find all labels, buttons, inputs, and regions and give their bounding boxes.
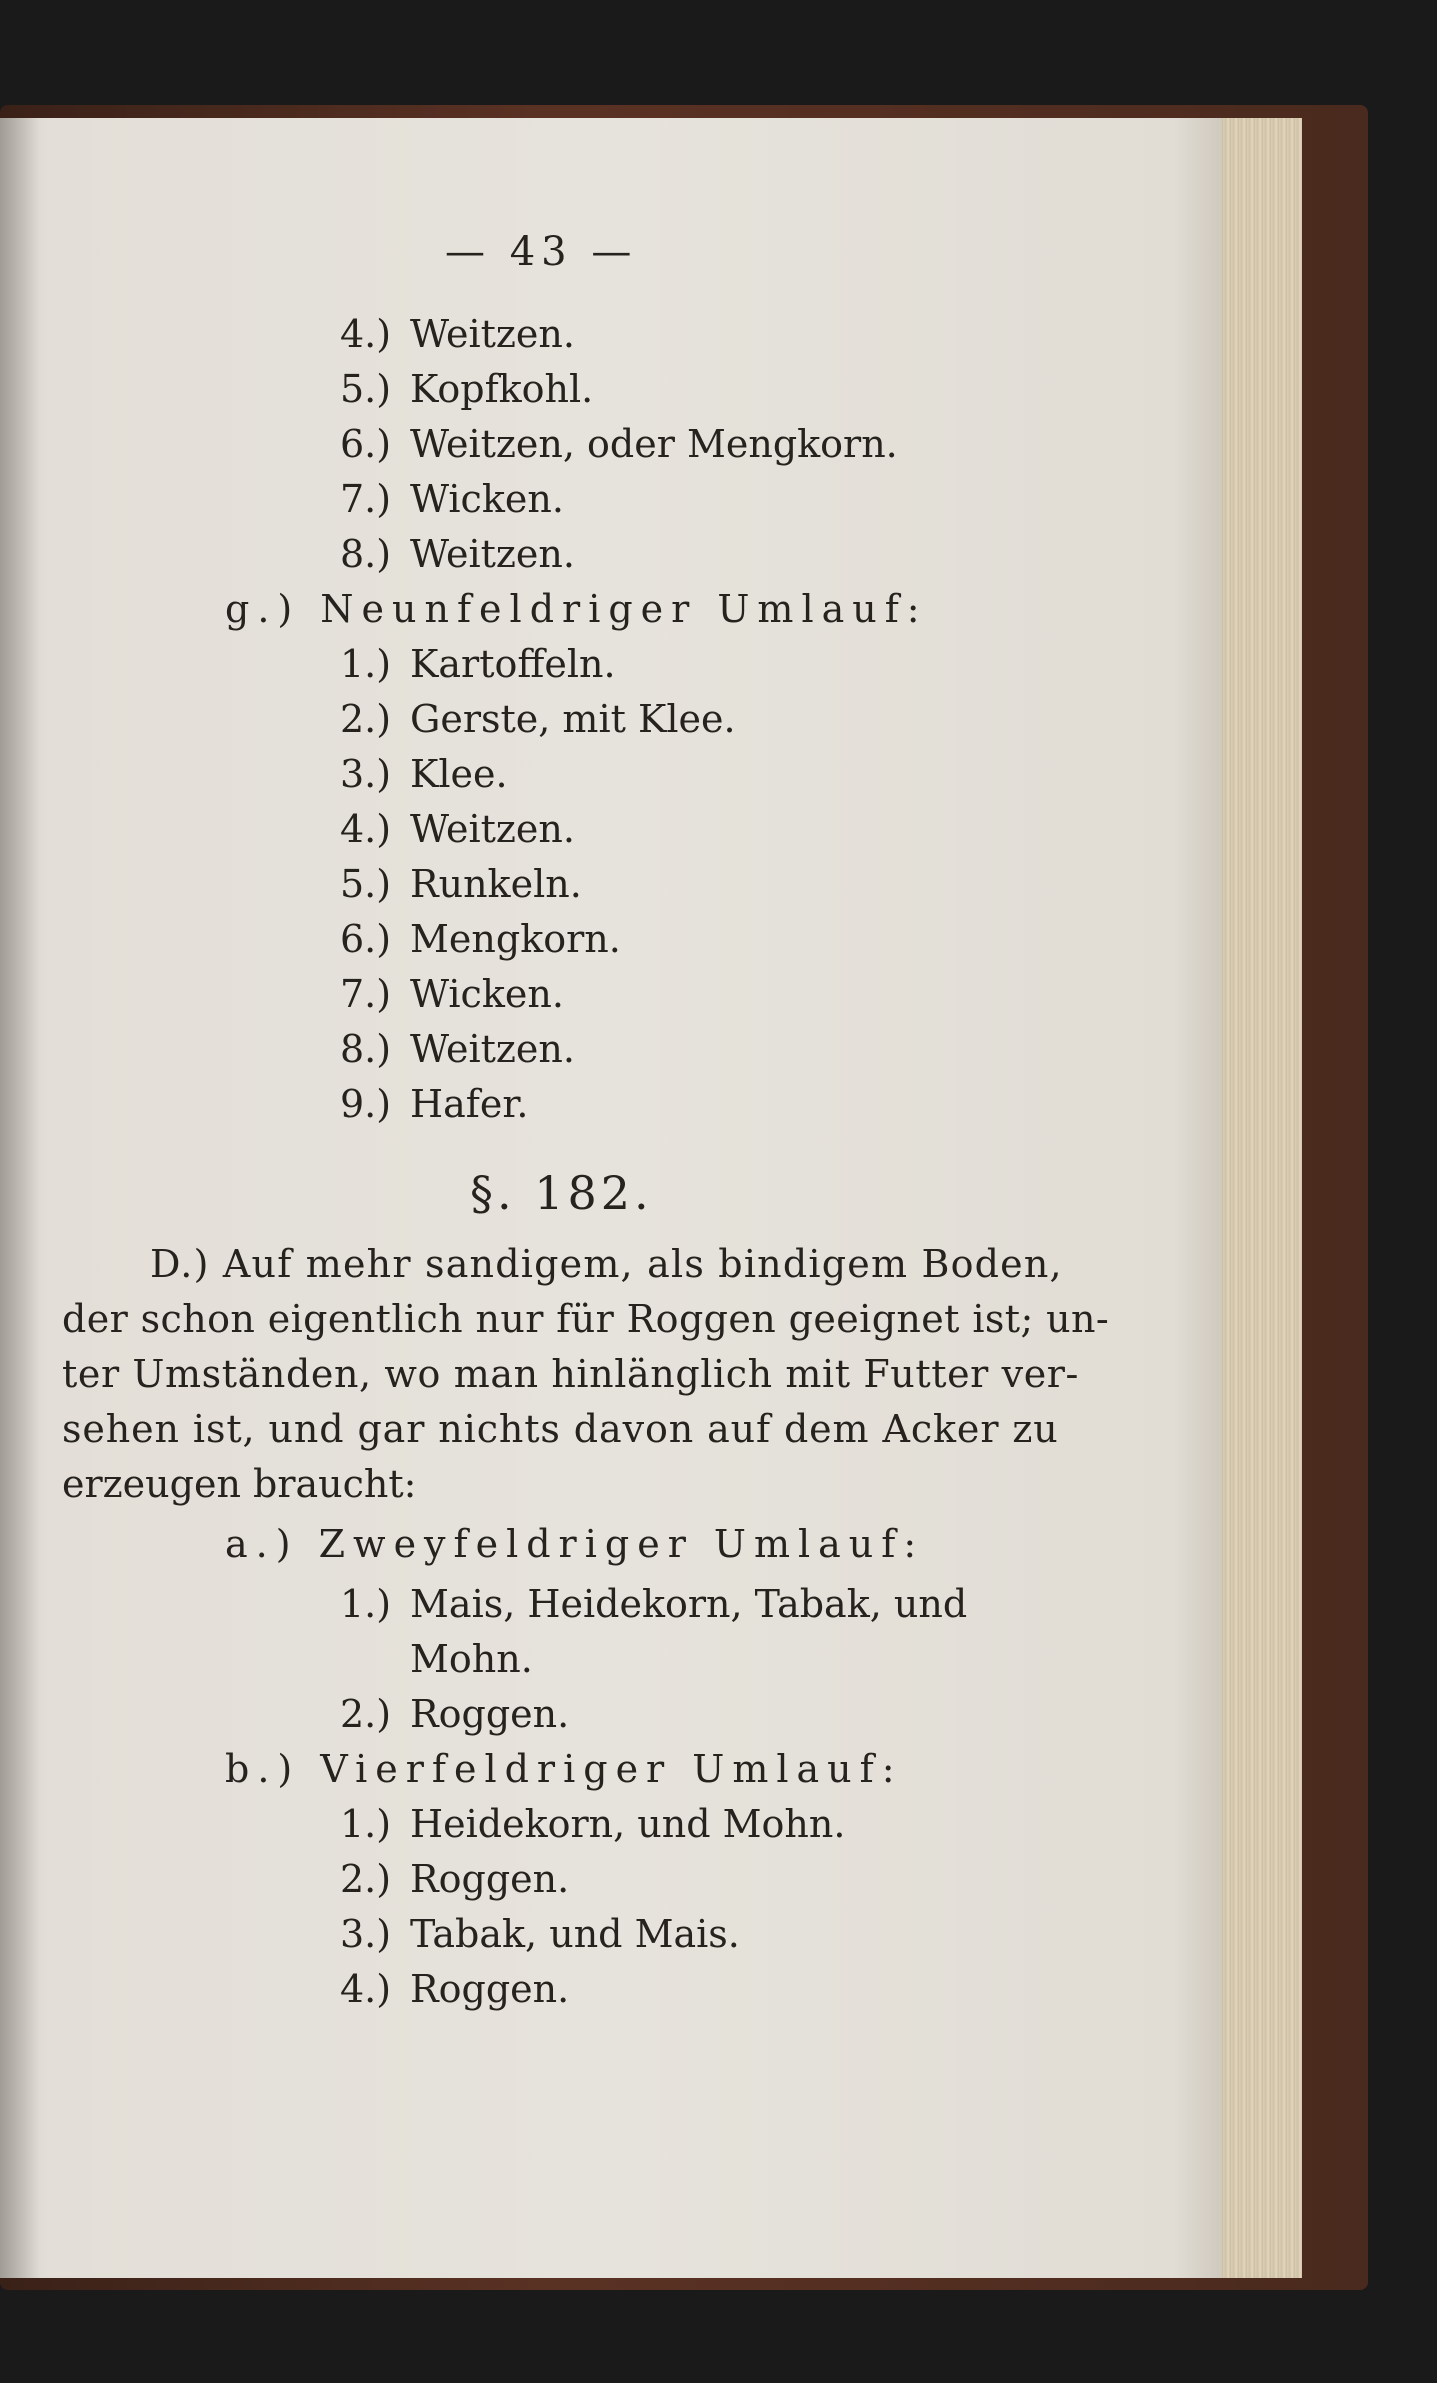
item-text: Weitzen. (410, 532, 575, 576)
list-item (340, 752, 508, 796)
paragraph-line: der schon eigentlich nur für Roggen geeignet ist; un- (62, 1297, 1110, 1341)
gutter-shadow (0, 118, 40, 2278)
paragraph-line: sehen ist, und gar nichts davon auf dem Acker zu (62, 1407, 1059, 1451)
item-text: Tabak, und Mais. (410, 1912, 740, 1956)
item-text: Weitzen. (410, 312, 575, 356)
item-number: 9.) (340, 1082, 392, 1126)
item-number: 7.) (340, 972, 392, 1016)
item-text: Kopfkohl. (410, 367, 594, 411)
item-text: Roggen. (410, 1692, 570, 1736)
list-item (340, 1692, 570, 1736)
item-text: Weitzen. (410, 807, 575, 851)
item-text: Hafer. (410, 1082, 529, 1126)
paragraph-line: ter Umständen, wo man hinlänglich mit Futter ver- (62, 1352, 1079, 1396)
item-text: Mais, Heidekorn, Tabak, und (410, 1582, 968, 1626)
heading-a: a.) Zweyfeldriger Umlauf: (225, 1522, 925, 1566)
heading-g: g.) Neunfeldriger Umlauf: (225, 587, 928, 631)
paragraph-line: D.) Auf mehr sandigem, als bindigem Boden, (150, 1242, 1063, 1286)
item-number: 2.) (340, 697, 392, 741)
list-item (340, 532, 575, 576)
item-number: 4.) (340, 1967, 392, 2011)
item-number: 6.) (340, 917, 392, 961)
item-number: 4.) (340, 807, 392, 851)
item-number: 5.) (340, 862, 392, 906)
list-item (340, 1802, 846, 1846)
item-text: Mohn. (410, 1637, 533, 1681)
item-text: Roggen. (410, 1967, 570, 2011)
item-number: 6.) (340, 422, 392, 466)
item-text: Weitzen. (410, 1027, 575, 1071)
list-item (340, 1582, 968, 1626)
item-number: 3.) (340, 752, 392, 796)
item-text: Wicken. (410, 477, 564, 521)
item-number: 1.) (340, 1582, 392, 1626)
item-number: 1.) (340, 642, 392, 686)
item-number: 4.) (340, 312, 392, 356)
list-item (340, 917, 621, 961)
list-item (340, 1967, 570, 2011)
list-item (340, 1027, 575, 1071)
list-item (340, 697, 736, 741)
list-item (340, 1857, 570, 1901)
item-number: 8.) (340, 1027, 392, 1071)
item-number: 2.) (340, 1692, 392, 1736)
item-text: Heidekorn, und Mohn. (410, 1802, 846, 1846)
item-text: Weitzen, oder Mengkorn. (410, 422, 898, 466)
section-title: §. 182. (470, 1166, 653, 1220)
item-number: 2.) (340, 1857, 392, 1901)
list-item (340, 1637, 533, 1681)
item-number: 5.) (340, 367, 392, 411)
list-item (340, 862, 582, 906)
item-number: 1.) (340, 1802, 392, 1846)
list-item (340, 642, 616, 686)
list-item (340, 972, 564, 1016)
item-text: Runkeln. (410, 862, 582, 906)
list-item (340, 807, 575, 851)
page-number: — 43 — (445, 229, 638, 275)
list-item (340, 312, 575, 356)
item-number: 8.) (340, 532, 392, 576)
list-item (340, 477, 564, 521)
list-item (340, 422, 898, 466)
item-text: Klee. (410, 752, 508, 796)
item-text: Gerste, mit Klee. (410, 697, 736, 741)
item-text: Kartoffeln. (410, 642, 616, 686)
paragraph-line: erzeugen braucht: (62, 1462, 417, 1506)
list-item (340, 1912, 740, 1956)
item-text: Mengkorn. (410, 917, 621, 961)
item-number: 3.) (340, 1912, 392, 1956)
heading-b: b.) Vierfeldriger Umlauf: (225, 1747, 903, 1791)
item-text: Roggen. (410, 1857, 570, 1901)
item-text: Wicken. (410, 972, 564, 1016)
item-number: 7.) (340, 477, 392, 521)
list-item (340, 1082, 529, 1126)
list-item (340, 367, 594, 411)
